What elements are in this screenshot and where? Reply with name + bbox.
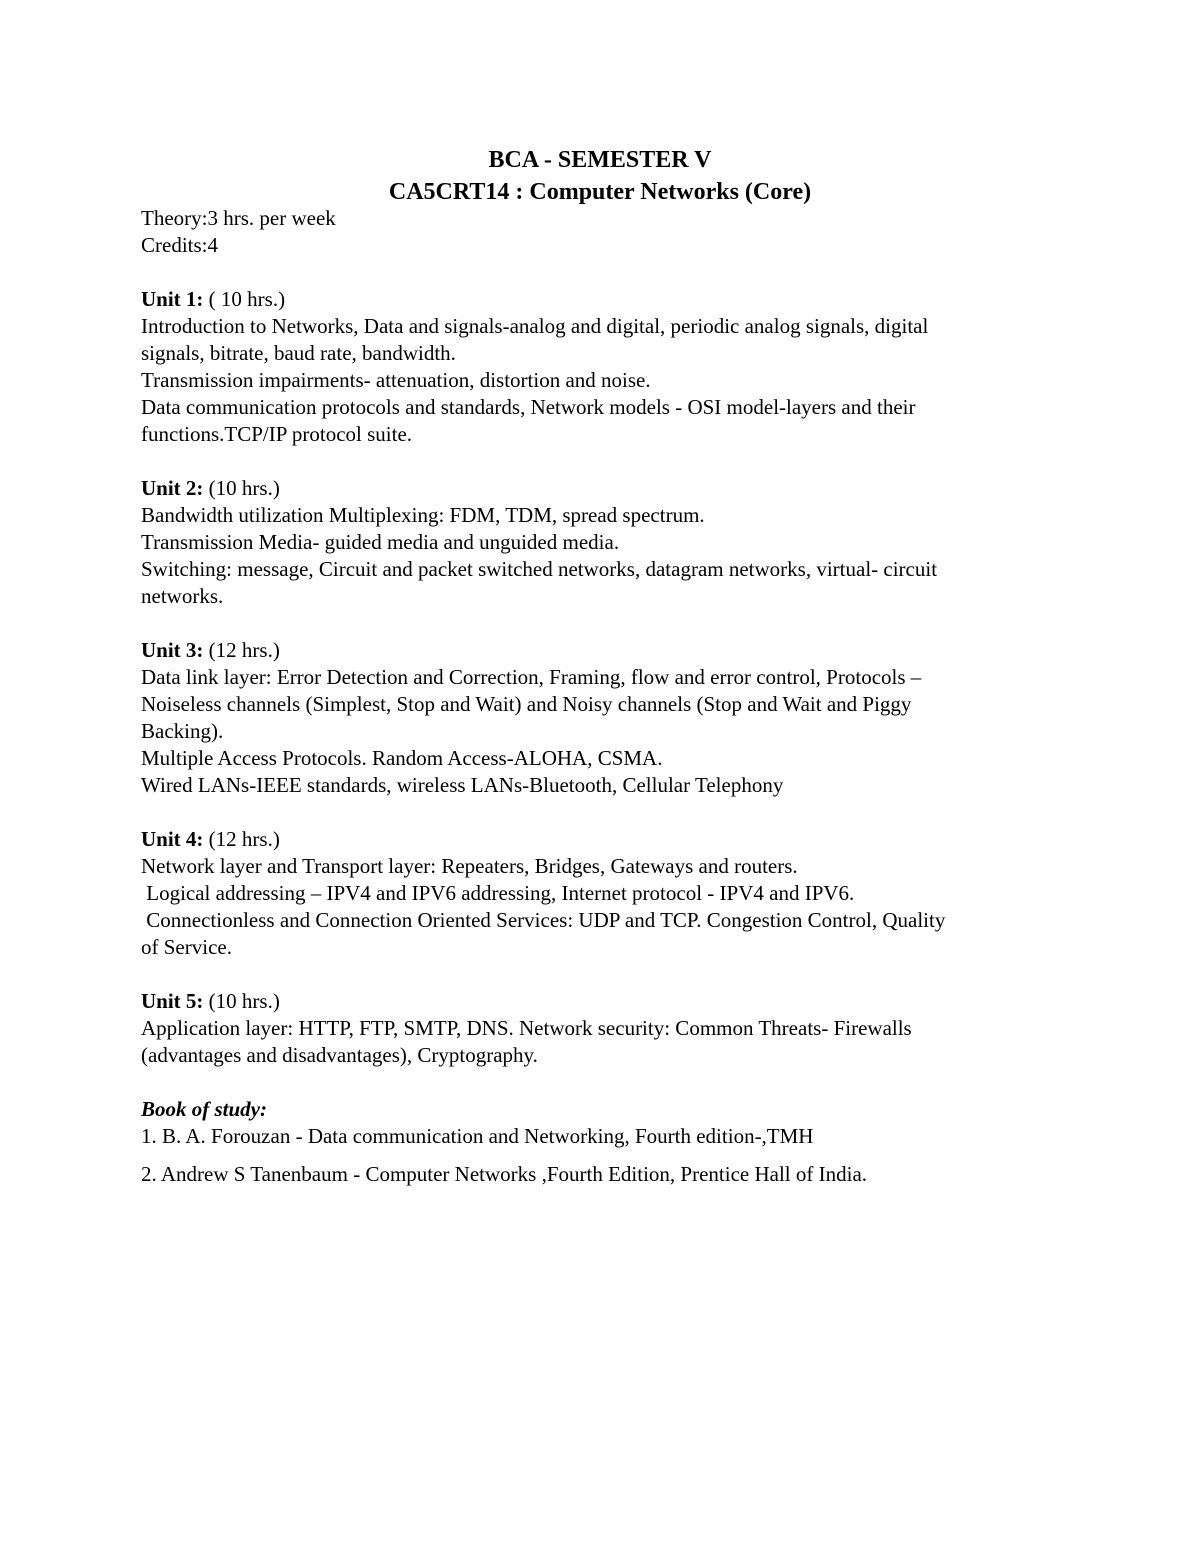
unit-line: functions.TCP/IP protocol suite. [141, 422, 413, 446]
unit-line: of Service. [141, 935, 232, 959]
unit-line: Application layer: HTTP, FTP, SMTP, DNS. Network security: Common Threats- Firewalls [141, 1016, 912, 1040]
unit-section [141, 475, 1061, 610]
unit-line: Introduction to Networks, Data and signals-analog and digital, periodic analog signals, digital [141, 314, 929, 338]
book-item: 1. B. A. Forouzan - Data communication and Networking, Fourth edition-,TMH [141, 1124, 814, 1148]
unit-line: networks. [141, 584, 224, 608]
unit-label: Unit 2: [141, 476, 204, 500]
unit-line: Transmission impairments- attenuation, distortion and noise. [141, 368, 651, 392]
unit-section [141, 286, 1061, 448]
unit-line: Data communication protocols and standards, Network models - OSI model-layers and their [141, 395, 916, 419]
unit-line: Bandwidth utilization Multiplexing: FDM, TDM, spread spectrum. [141, 503, 705, 527]
document-header [0, 144, 1200, 208]
syllabus-body [141, 205, 1061, 1188]
unit-line: Connectionless and Connection Oriented Services: UDP and TCP. Congestion Control, Quality [141, 908, 946, 932]
book-of-study-section [141, 1096, 1061, 1188]
unit-section [141, 826, 1061, 961]
unit-line: Wired LANs-IEEE standards, wireless LANs-Bluetooth, Cellular Telephony [141, 773, 784, 797]
unit-section [141, 988, 1061, 1069]
unit-line: Network layer and Transport layer: Repeaters, Bridges, Gateways and routers. [141, 854, 798, 878]
unit-hours: (12 hrs.) [203, 638, 280, 662]
unit-line: Backing). [141, 719, 224, 743]
unit-label: Unit 4: [141, 827, 204, 851]
unit-hours: ( 10 hrs.) [203, 287, 286, 311]
book-item: 2. Andrew S Tanenbaum - Computer Networks ,Fourth Edition, Prentice Hall of India. [141, 1162, 868, 1186]
unit-line: (advantages and disadvantages), Cryptography. [141, 1043, 538, 1067]
unit-line: Multiple Access Protocols. Random Access-ALOHA, CSMA. [141, 746, 663, 770]
course-title: CA5CRT14 : Computer Networks (Core) [388, 179, 812, 205]
theory-hours: Theory:3 hrs. per week [141, 206, 336, 230]
unit-section [141, 637, 1061, 799]
unit-line: Data link layer: Error Detection and Correction, Framing, flow and error control, Protocols – [141, 665, 922, 689]
program-title: BCA - SEMESTER V [488, 147, 712, 173]
unit-line: Transmission Media- guided media and unguided media. [141, 530, 620, 554]
unit-line: Logical addressing – IPV4 and IPV6 addressing, Internet protocol - IPV4 and IPV6. [141, 881, 855, 905]
unit-hours: (10 hrs.) [203, 989, 280, 1013]
unit-label: Unit 1: [141, 287, 204, 311]
book-of-study-heading: Book of study: [141, 1097, 267, 1121]
unit-label: Unit 3: [141, 638, 204, 662]
credits: Credits:4 [141, 233, 218, 257]
unit-line: signals, bitrate, baud rate, bandwidth. [141, 341, 456, 365]
unit-hours: (10 hrs.) [203, 476, 280, 500]
unit-line: Noiseless channels (Simplest, Stop and Wait) and Noisy channels (Stop and Wait and Piggy [141, 692, 912, 716]
unit-line: Switching: message, Circuit and packet switched networks, datagram networks, virtual- circuit [141, 557, 938, 581]
unit-hours: (12 hrs.) [203, 827, 280, 851]
unit-label: Unit 5: [141, 989, 204, 1013]
